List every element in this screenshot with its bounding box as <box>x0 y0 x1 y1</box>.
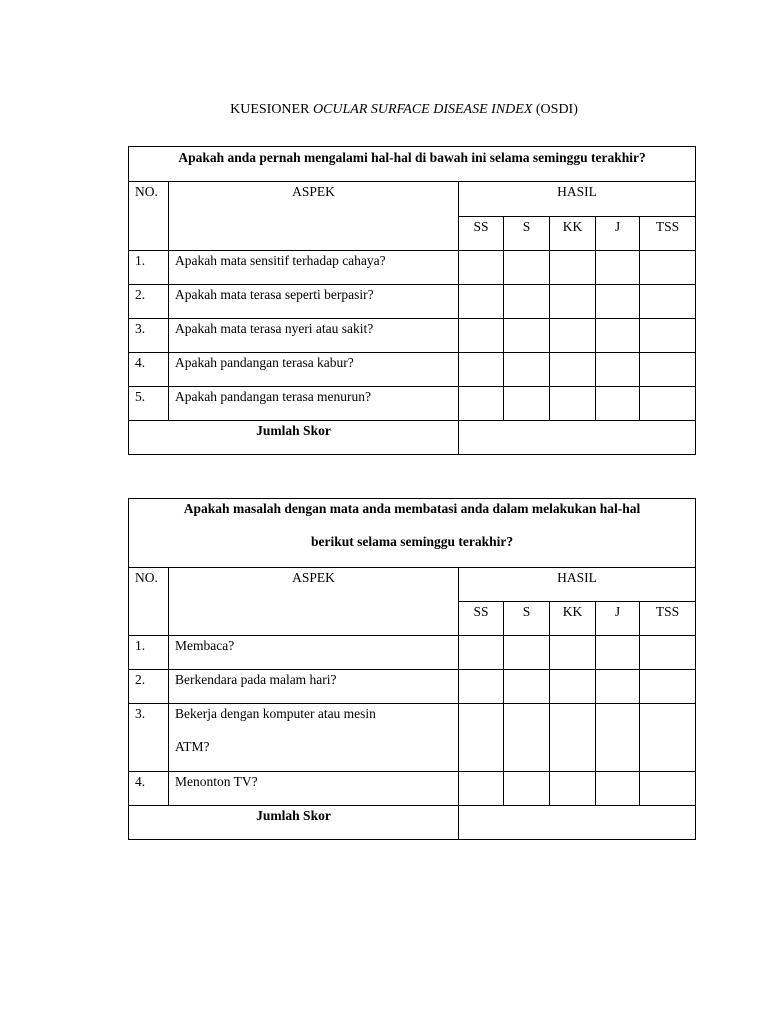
table-row <box>129 353 696 387</box>
scale-ss: SS <box>459 602 504 636</box>
answer-cell[interactable] <box>550 285 596 319</box>
question-header: Apakah anda pernah mengalami hal-hal di bawah ini selama seminggu terakhir? <box>129 147 696 182</box>
table-row <box>129 319 696 353</box>
answer-cell[interactable] <box>504 285 550 319</box>
answer-cell[interactable] <box>459 670 504 704</box>
answer-cell[interactable] <box>550 319 596 353</box>
row-aspek: Menonton TV? <box>169 772 459 806</box>
question-line-1: Apakah masalah dengan mata anda membatasi anda dalam melakukan hal-hal <box>183 501 641 516</box>
row-aspek: Apakah mata sensitif terhadap cahaya? <box>169 251 459 285</box>
table-row <box>129 285 696 319</box>
answer-cell[interactable] <box>459 387 504 421</box>
answer-cell[interactable] <box>459 772 504 806</box>
answer-cell[interactable] <box>596 251 640 285</box>
answer-cell[interactable] <box>504 704 550 772</box>
scale-tss: TSS <box>640 217 696 251</box>
row-number: 4. <box>129 772 169 806</box>
row-number: 3. <box>129 319 169 353</box>
answer-cell[interactable] <box>596 285 640 319</box>
answer-cell[interactable] <box>596 387 640 421</box>
document-title <box>0 102 768 118</box>
total-score-cell[interactable] <box>459 421 696 455</box>
answer-cell[interactable] <box>550 772 596 806</box>
header-hasil: HASIL <box>459 182 696 217</box>
row-aspek: Membaca? <box>169 636 459 670</box>
answer-cell[interactable] <box>640 636 696 670</box>
header-no: NO. <box>129 568 169 636</box>
table-row <box>129 387 696 421</box>
table-row <box>129 670 696 704</box>
header-aspek: ASPEK <box>169 182 459 251</box>
title-suffix: (OSDI) <box>532 102 578 117</box>
row-aspek: Apakah pandangan terasa kabur? <box>169 353 459 387</box>
answer-cell[interactable] <box>504 251 550 285</box>
answer-cell[interactable] <box>550 670 596 704</box>
question-line-2: berikut selama seminggu terakhir? <box>310 534 514 549</box>
answer-cell[interactable] <box>640 353 696 387</box>
table-row <box>129 772 696 806</box>
answer-cell[interactable] <box>550 704 596 772</box>
table-row <box>129 704 696 772</box>
row-aspek: Apakah mata terasa seperti berpasir? <box>169 285 459 319</box>
header-hasil: HASIL <box>459 568 696 602</box>
answer-cell[interactable] <box>596 353 640 387</box>
answer-cell[interactable] <box>550 353 596 387</box>
row-number: 3. <box>129 704 169 772</box>
answer-cell[interactable] <box>596 772 640 806</box>
answer-cell[interactable] <box>504 319 550 353</box>
osdi-table-1 <box>128 146 696 455</box>
answer-cell[interactable] <box>550 251 596 285</box>
title-italic: OCULAR SURFACE DISEASE INDEX <box>312 102 533 117</box>
total-score-cell[interactable] <box>459 806 696 840</box>
answer-cell[interactable] <box>504 387 550 421</box>
answer-cell[interactable] <box>596 670 640 704</box>
row-number: 5. <box>129 387 169 421</box>
scale-ss: SS <box>459 217 504 251</box>
total-score-label: Jumlah Skor <box>129 806 459 840</box>
row-aspek: Apakah pandangan terasa menurun? <box>169 387 459 421</box>
answer-cell[interactable] <box>459 285 504 319</box>
scale-s: S <box>504 217 550 251</box>
title-prefix: KUESIONER <box>230 102 313 117</box>
answer-cell[interactable] <box>640 319 696 353</box>
answer-cell[interactable] <box>459 636 504 670</box>
answer-cell[interactable] <box>640 285 696 319</box>
scale-j: J <box>596 217 640 251</box>
answer-cell[interactable] <box>504 670 550 704</box>
answer-cell[interactable] <box>640 387 696 421</box>
table-row <box>129 251 696 285</box>
scale-j: J <box>596 602 640 636</box>
row-number: 4. <box>129 353 169 387</box>
answer-cell[interactable] <box>640 704 696 772</box>
answer-cell[interactable] <box>504 772 550 806</box>
answer-cell[interactable] <box>596 636 640 670</box>
answer-cell[interactable] <box>504 636 550 670</box>
row-number: 2. <box>129 285 169 319</box>
scale-tss: TSS <box>640 602 696 636</box>
answer-cell[interactable] <box>550 387 596 421</box>
answer-cell[interactable] <box>640 772 696 806</box>
question-header <box>129 499 696 568</box>
header-aspek: ASPEK <box>169 568 459 636</box>
row-number: 1. <box>129 636 169 670</box>
row-number: 2. <box>129 670 169 704</box>
answer-cell[interactable] <box>459 319 504 353</box>
table-row <box>129 636 696 670</box>
answer-cell[interactable] <box>504 353 550 387</box>
row-number: 1. <box>129 251 169 285</box>
answer-cell[interactable] <box>596 704 640 772</box>
answer-cell[interactable] <box>640 251 696 285</box>
scale-kk: KK <box>550 217 596 251</box>
row-aspek-line-1: Bekerja dengan komputer atau mesin <box>175 706 376 721</box>
answer-cell[interactable] <box>596 319 640 353</box>
answer-cell[interactable] <box>550 636 596 670</box>
header-no: NO. <box>129 182 169 251</box>
row-aspek: Berkendara pada malam hari? <box>169 670 459 704</box>
row-aspek-line-2: ATM? <box>175 739 210 754</box>
answer-cell[interactable] <box>459 251 504 285</box>
answer-cell[interactable] <box>640 670 696 704</box>
osdi-table-2 <box>128 498 696 840</box>
total-score-label: Jumlah Skor <box>129 421 459 455</box>
row-aspek <box>169 704 459 772</box>
answer-cell[interactable] <box>459 353 504 387</box>
row-aspek: Apakah mata terasa nyeri atau sakit? <box>169 319 459 353</box>
answer-cell[interactable] <box>459 704 504 772</box>
scale-s: S <box>504 602 550 636</box>
scale-kk: KK <box>550 602 596 636</box>
